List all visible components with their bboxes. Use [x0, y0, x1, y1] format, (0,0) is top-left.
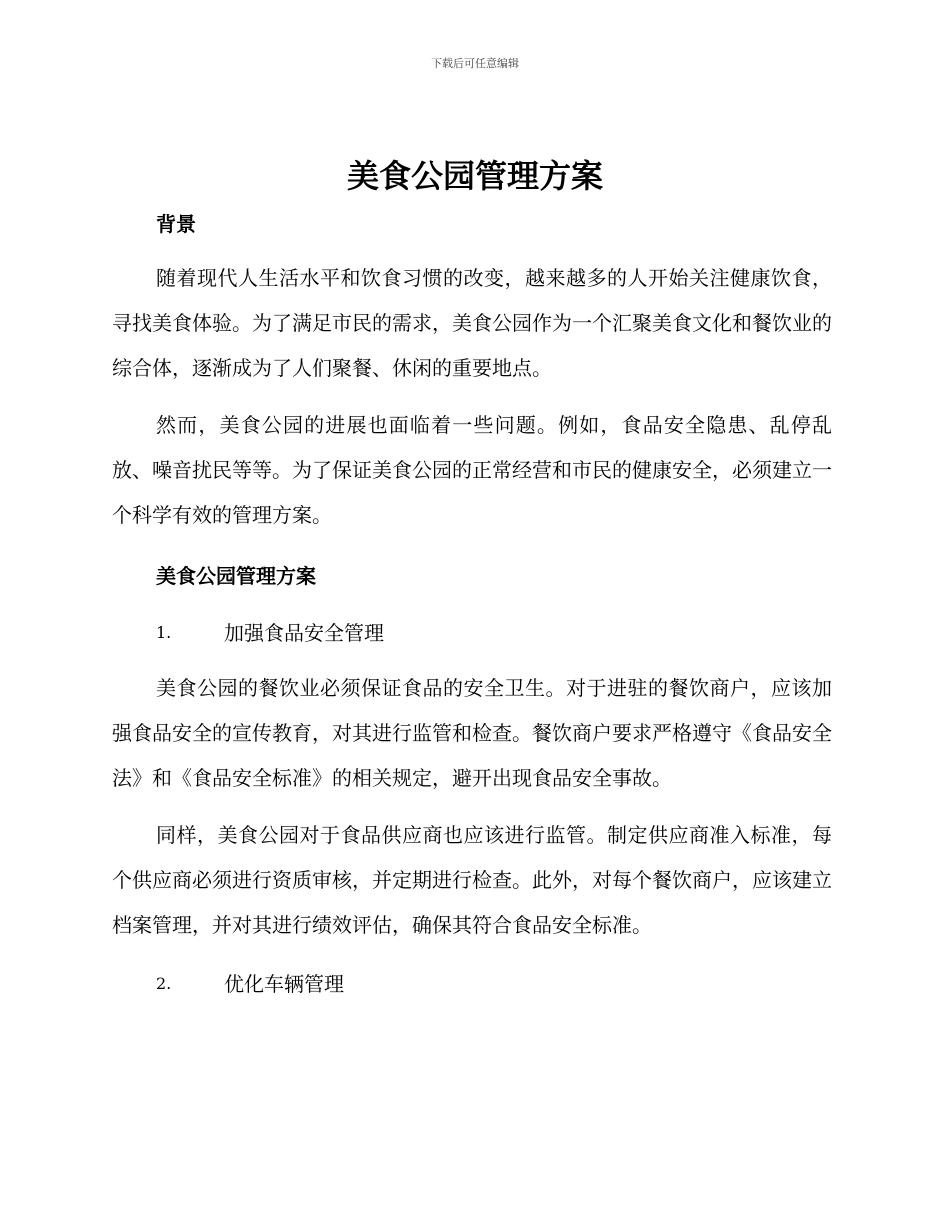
list-item-label: 优化车辆管理	[224, 972, 344, 996]
list-item-food-safety	[156, 617, 756, 647]
paragraph-food-safety-1: 美食公园的餐饮业必须保证食品的安全卫生。对于进驻的餐饮商户，应该加强食品安全的宣传教育，对其进行监管和检查。餐饮商户要求严格遵守《食品安全法》和《食品安全标准》的相关规定，避开出现食品安全事故。	[112, 676, 832, 790]
header-note: 下载后可任意编辑	[431, 57, 519, 70]
paragraph-background-2: 然而，美食公园的进展也面临着一些问题。例如，食品安全隐患、乱停乱放、噪音扰民等等。为了保证美食公园的正常经营和市民的健康安全，必须建立一个科学有效的管理方案。	[112, 413, 832, 527]
paragraph-background-1: 随着现代人生活水平和饮食习惯的改变，越来越多的人开始关注健康饮食，寻找美食体验。为了满足市民的需求，美食公园作为一个汇聚美食文化和餐饮业的综合体，逐渐成为了人们聚餐、休闲的重要地点。	[112, 266, 832, 380]
list-item-vehicle-management	[156, 968, 756, 998]
document-title: 美食公园管理方案	[346, 157, 603, 195]
paragraph-food-safety-2: 同样，美食公园对于食品供应商也应该进行监管。制定供应商准入标准，每个供应商必须进行资质审核，并定期进行检查。此外，对每个餐饮商户，应该建立档案管理，并对其进行绩效评估，确保其符合食品安全标准。	[112, 823, 832, 937]
section-heading-background: 背景	[156, 212, 196, 236]
list-item-label: 加强食品安全管理	[224, 621, 384, 645]
list-item-number: 2.	[156, 974, 172, 993]
section-heading-plan: 美食公园管理方案	[156, 564, 316, 588]
list-item-number: 1.	[156, 623, 172, 642]
